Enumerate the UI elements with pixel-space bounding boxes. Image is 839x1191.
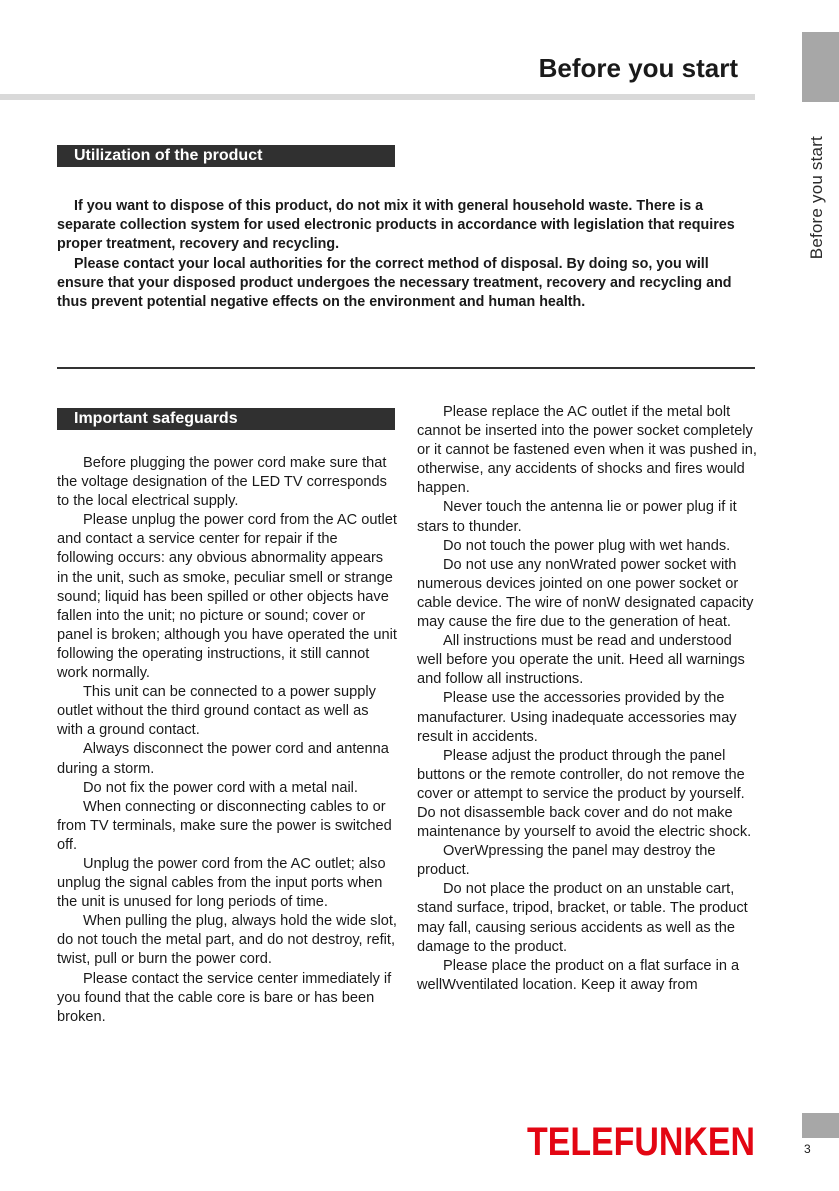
safeguard-paragraph: OverWpressing the panel may destroy the product.: [417, 843, 716, 879]
safeguard-paragraph: Always disconnect the power cord and antenna during a storm.: [57, 741, 389, 777]
safeguard-paragraph: Please replace the AC outlet if the metal bolt cannot be inserted into the power socket completely or it cannot be fastened even when it was pushed in, otherwise, any accidents of shocks and fires would happen.: [417, 404, 757, 497]
safeguard-paragraph: Please use the accessories provided by the manufacturer. Using inadequate accessories may result in accidents.: [417, 690, 737, 745]
utilization-heading: Utilization of the product: [57, 145, 395, 167]
safeguard-paragraph: All instructions must be read and understood well before you operate the unit. Heed all warnings and follow all instructions.: [417, 633, 745, 688]
safeguard-paragraph: Unplug the power cord from the AC outlet; also unplug the signal cables from the input ports when the unit is unused for long periods of time.: [57, 855, 386, 911]
safeguard-paragraph: Please contact the service center immediately if you found that the cable core is bare or has been broken.: [57, 970, 392, 1025]
brand-logo-text: TELEFUNKEN: [527, 1120, 755, 1164]
safeguard-paragraph: Do not fix the power cord with a metal nail.: [83, 779, 358, 796]
safeguard-paragraph: Please unplug the power cord from the AC outlet and contact a service center for repair if the following occurs: any obvious abnormality appears in the unit, such as smoke, peculiar smell or strange sound; liquid has been spilled or other objects have fallen into the unit; no picture or sound; cover or panel is broken; although you have operated the unit following the operating instructions, it still cannot work normally.: [57, 512, 397, 682]
page-title: Before you start: [538, 53, 738, 83]
utilization-paragraph: If you want to dispose of this product, do not mix it with general household waste. There is a separate collection system for used electronic products in accordance with legislation that requires proper treatment, recovery and recycling.: [57, 198, 735, 253]
safeguard-paragraph: This unit can be connected to a power supply outlet without the third ground contact as well as with a ground contact.: [57, 684, 376, 739]
side-tab-label: [804, 114, 830, 259]
utilization-text: [57, 197, 755, 312]
safeguard-paragraph: When pulling the plug, always hold the wide slot, do not touch the metal part, and do not destroy, refit, twist, pull or burn the power cord.: [57, 913, 397, 968]
safeguard-paragraph: Before plugging the power cord make sure that the voltage designation of the LED TV corresponds to the local electrical supply.: [57, 455, 387, 510]
brand-logo-wordmark: [527, 1120, 757, 1164]
safeguard-paragraph: Do not place the product on an unstable cart, stand surface, tripod, bracket, or table. The product may fall, causing serious accidents as well as the damage to the product.: [417, 881, 748, 955]
section-divider: [57, 367, 755, 369]
utilization-paragraph: Please contact your local authorities for the correct method of disposal. By doing so, you will ensure that your disposed product undergoes the necessary treatment, recovery and recycling and thus prevent potential negative effects on the environment and human health.: [57, 255, 732, 311]
safeguards-heading: Important safeguards: [57, 408, 395, 430]
safeguard-paragraph: Please place the product on a flat surface in a wellWventilated location. Keep it away from: [417, 957, 740, 993]
header-rule: [0, 94, 755, 100]
page-number: 3: [804, 1142, 811, 1156]
safeguard-paragraph: Do not use any nonWrated power socket with numerous devices jointed on one power socket or cable device. The wire of nonW designated capacity may cause the fire due to the generation of heat.: [417, 556, 754, 631]
brand-logo: [527, 1120, 757, 1164]
safeguards-right-column: [417, 403, 759, 995]
side-tab-label-text: Before you start: [807, 135, 826, 259]
safeguard-paragraph: Please adjust the product through the panel buttons or the remote controller, do not remove the cover or attempt to service the product by yourself. Do not disassemble back cover and do not make maintenance by yourself to avoid the electric shock.: [417, 747, 752, 841]
safeguards-left-column: [57, 454, 397, 1027]
safeguard-paragraph: When connecting or disconnecting cables to or from TV terminals, make sure the power is switched off.: [57, 798, 392, 853]
safeguard-paragraph: Do not touch the power plug with wet hands.: [443, 537, 731, 554]
footer-tab-marker: [802, 1113, 839, 1138]
side-tab-marker: [802, 32, 839, 102]
safeguard-paragraph: Never touch the antenna lie or power plug if it stars to thunder.: [417, 499, 737, 535]
